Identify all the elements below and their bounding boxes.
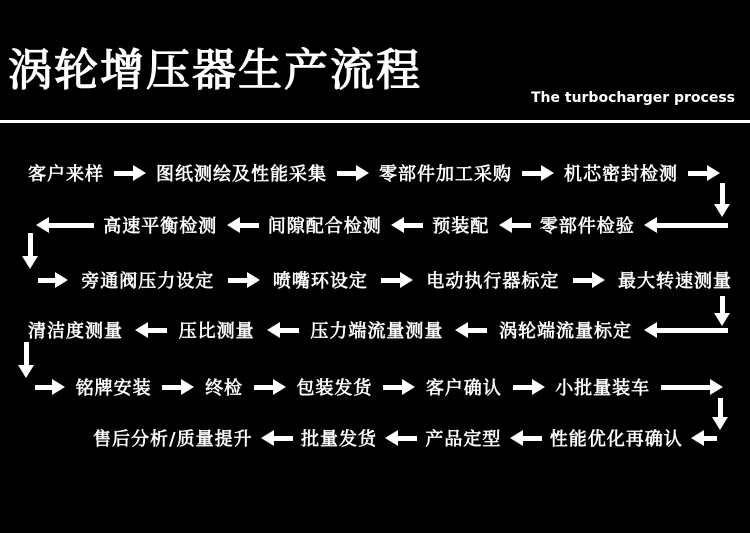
- arrow-right-icon: [228, 272, 260, 288]
- arrow-left-icon: [499, 217, 531, 233]
- arrow-left-icon: [391, 217, 423, 233]
- page-title: 涡轮增压器生产流程: [8, 45, 422, 96]
- arrow-right-icon: [254, 379, 286, 395]
- arrow-right-icon: [513, 379, 545, 395]
- flow-row-1: [28, 160, 720, 186]
- flow-step: 图纸测绘及性能采集: [156, 164, 327, 185]
- flow-step: 终检: [205, 378, 244, 399]
- arrow-right-icon: [661, 379, 723, 395]
- arrow-down-icon: [21, 233, 39, 269]
- arrow-left-icon: [36, 217, 94, 233]
- flow-step: 高速平衡检测: [103, 216, 218, 237]
- flow-step: 铭牌安装: [75, 378, 152, 399]
- flow-step: 间隙配合检测: [267, 216, 382, 237]
- arrow-left-icon: [227, 217, 259, 233]
- arrow-right-icon: [688, 165, 720, 181]
- flow-step: 预装配: [432, 216, 490, 237]
- arrow-left-icon: [267, 322, 299, 338]
- arrow-right-icon: [383, 379, 415, 395]
- arrow-left-icon: [510, 430, 542, 446]
- arrow-left-icon: [261, 430, 293, 446]
- flow-step: 清洁度测量: [28, 321, 123, 342]
- flow-step: 涡轮端流量标定: [499, 321, 633, 342]
- flow-step: 客户确认: [425, 378, 502, 399]
- flow-step: 批量发货: [300, 429, 377, 450]
- flow-step: 零部件检验: [539, 216, 635, 237]
- arrow-right-icon: [381, 272, 413, 288]
- flow-step: 性能优化再确认: [549, 429, 683, 450]
- flow-row-6: [93, 425, 717, 451]
- arrow-right-icon: [38, 272, 68, 288]
- arrow-right-icon: [337, 165, 369, 181]
- arrow-right-icon: [573, 272, 605, 288]
- arrow-right-icon: [114, 165, 146, 181]
- flow-step: 压力端流量测量: [310, 321, 444, 342]
- flow-step: 旁通阀压力设定: [81, 271, 215, 292]
- flow-step: 零部件加工采购: [379, 164, 512, 185]
- arrow-right-icon: [35, 379, 65, 395]
- flow-step: 售后分析/质量提升: [93, 429, 253, 450]
- arrow-left-icon: [385, 430, 417, 446]
- flow-step: 产品定型: [425, 429, 502, 450]
- flow-step: 客户来样: [28, 164, 104, 185]
- arrow-left-icon: [135, 322, 167, 338]
- arrow-left-icon: [691, 430, 717, 446]
- arrow-left-icon: [455, 322, 487, 338]
- arrow-left-icon: [644, 217, 728, 233]
- flow-row-4: [28, 317, 728, 343]
- arrow-right-icon: [162, 379, 194, 395]
- arrow-left-icon: [644, 322, 728, 338]
- flow-step: 机芯密封检测: [564, 164, 678, 185]
- flow-row-2: [36, 212, 728, 238]
- flow-step: 电动执行器标定: [426, 271, 560, 292]
- flow-step: 包装发货: [296, 378, 373, 399]
- page-subtitle: The turbocharger process: [530, 90, 735, 106]
- flow-step: 最大转速测量: [617, 271, 732, 292]
- flow-step: 压比测量: [178, 321, 255, 342]
- flow-row-5: [35, 374, 723, 400]
- flow-step: 小批量装车: [555, 378, 651, 399]
- flow-row-3: [38, 267, 732, 293]
- arrow-down-icon: [17, 342, 35, 378]
- arrow-right-icon: [522, 165, 554, 181]
- divider-line: [0, 120, 750, 123]
- flow-step: 喷嘴环设定: [272, 271, 368, 292]
